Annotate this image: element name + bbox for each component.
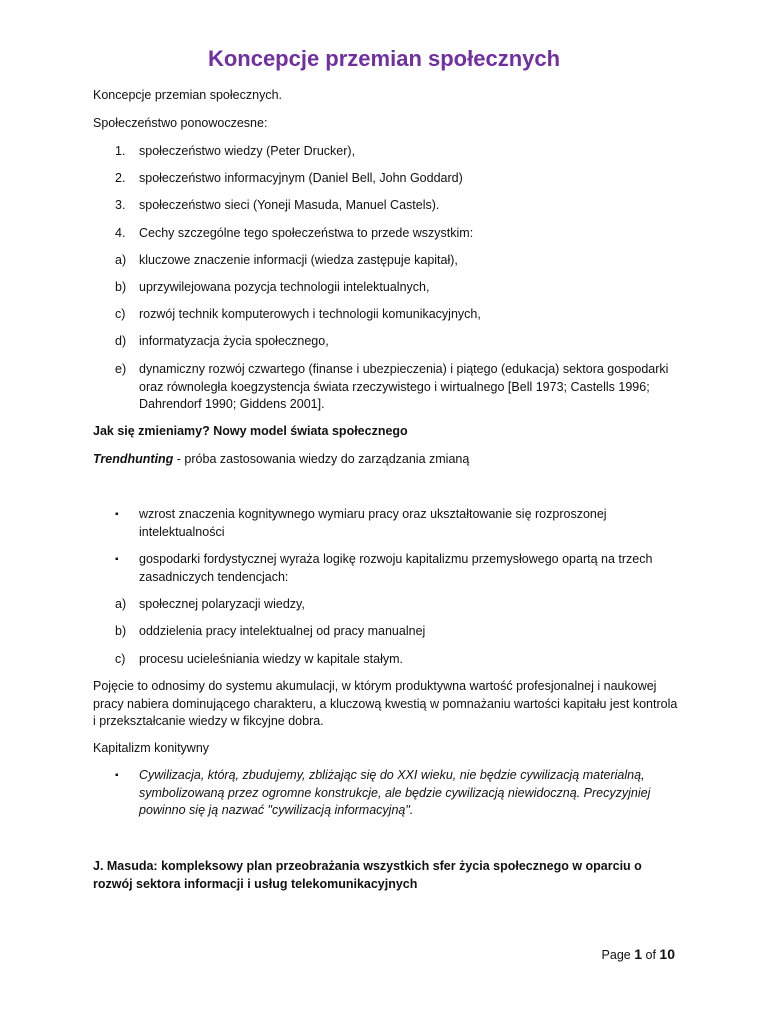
list-item-text: wzrost znaczenia kognitywnego wymiaru pracy oraz ukształtowanie się rozproszonej intelektualności bbox=[139, 507, 607, 539]
trendhunting-definition bbox=[93, 451, 683, 469]
cognitive-capitalism-label: Kapitalizm konitywny bbox=[93, 741, 210, 755]
of-word: of bbox=[645, 948, 656, 962]
list-item bbox=[93, 143, 683, 161]
list-item-text: dynamiczny rozwój czwartego (finanse i ubezpieczenia) i piątego (edukacja) sektora gospodarki oraz równoległa koegzystencja świata rzeczywistego i wirtualnego [Bell 1973; Castells 1996; Dahrendorf 1990; Giddens 2001]. bbox=[139, 362, 669, 411]
page-footer bbox=[602, 946, 675, 965]
bullet-marker: ▪ bbox=[115, 770, 119, 781]
list-item-text: kluczowe znaczenie informacji (wiedza zastępuje kapitał), bbox=[139, 253, 458, 267]
list-marker: 4. bbox=[115, 226, 126, 240]
list-item bbox=[93, 197, 683, 215]
list-item bbox=[93, 361, 683, 414]
total-pages: 10 bbox=[659, 946, 675, 962]
section-heading: Jak się zmieniamy? Nowy model świata społecznego bbox=[93, 424, 408, 438]
quote-text: Cywilizacja, którą, zbudujemy, zbliżając się do XXI wieku, nie będzie cywilizacją materialną, symbolizowaną przez ogromne konstrukcje, ale będzie cywilizacją niewidoczną. Precyzyjniej powinno się ją nazwać "cywilizacją informacyjną". bbox=[139, 768, 651, 817]
list-item-text: społeczeństwo wiedzy (Peter Drucker), bbox=[139, 144, 356, 158]
list-item bbox=[93, 333, 683, 351]
list-item-text: informatyzacja życia społecznego, bbox=[139, 334, 329, 348]
list-marker: c) bbox=[115, 307, 126, 321]
list-marker: a) bbox=[115, 253, 127, 267]
list-marker: a) bbox=[115, 597, 127, 611]
list-item-text: społeczeństwo informacyjnym (Daniel Bell, John Goddard) bbox=[139, 171, 463, 185]
list-item-text: oddzielenia pracy intelektualnej od pracy manualnej bbox=[139, 624, 426, 638]
page-word: Page bbox=[601, 948, 631, 962]
list-item-text: procesu ucieleśniania wiedzy w kapitale stałym. bbox=[139, 652, 404, 666]
list-item bbox=[93, 596, 683, 614]
list-item bbox=[93, 651, 683, 669]
list-marker: 3. bbox=[115, 198, 126, 212]
list-marker: c) bbox=[115, 652, 126, 666]
concept-paragraph: Pojęcie to odnosimy do systemu akumulacji, w którym produktywna wartość profesjonalnej i naukowej pracy nabiera dominującego charakteru, a kluczową kwestią w pomnażaniu wartości kapitału jest kontrola i przekształcanie wiedzy w fikcyjne dobra. bbox=[93, 679, 678, 728]
document-title: Koncepcje przemian społecznych bbox=[207, 46, 561, 71]
list-item bbox=[93, 551, 683, 586]
list-item bbox=[93, 170, 683, 188]
list-item bbox=[93, 279, 683, 297]
masuda-heading: J. Masuda: kompleksowy plan przeobrażania wszystkich sfer życia społecznego w oparciu o rozwój sektora informacji i usług telekomunikacyjnych bbox=[93, 859, 642, 891]
list-item bbox=[93, 225, 683, 243]
list-marker: b) bbox=[115, 624, 127, 638]
quote-item bbox=[93, 767, 683, 820]
list-item bbox=[93, 306, 683, 324]
trendhunting-term: Trendhunting bbox=[93, 452, 174, 466]
list-item-text: społeczeństwo sieci (Yoneji Masuda, Manuel Castels). bbox=[139, 198, 440, 212]
current-page: 1 bbox=[634, 946, 643, 962]
list-item-text: uprzywilejowana pozycja technologii intelektualnych, bbox=[139, 280, 430, 294]
list-marker: e) bbox=[115, 362, 127, 376]
list-item bbox=[93, 506, 683, 541]
trendhunting-text: - próba zastosowania wiedzy do zarządzania zmianą bbox=[173, 452, 470, 466]
list-marker: b) bbox=[115, 280, 127, 294]
list-item bbox=[93, 252, 683, 270]
list-marker: 2. bbox=[115, 171, 126, 185]
list-item-text: Cechy szczególne tego społeczeństwa to przede wszystkim: bbox=[139, 226, 474, 240]
bullet-marker: ▪ bbox=[115, 554, 119, 565]
list-item-text: gospodarki fordystycznej wyraża logikę rozwoju kapitalizmu przemysłowego opartą na trzech zasadniczych tendencjach: bbox=[139, 552, 653, 584]
list-item bbox=[93, 623, 683, 641]
list-item-text: społecznej polaryzacji wiedzy, bbox=[139, 597, 305, 611]
list-marker: d) bbox=[115, 334, 127, 348]
postmodern-label: Społeczeństwo ponowoczesne: bbox=[93, 116, 268, 130]
list-marker: 1. bbox=[115, 144, 126, 158]
bullet-marker: ▪ bbox=[115, 509, 119, 520]
intro-line: Koncepcje przemian społecznych. bbox=[93, 88, 282, 102]
list-item-text: rozwój technik komputerowych i technologii komunikacyjnych, bbox=[139, 307, 481, 321]
